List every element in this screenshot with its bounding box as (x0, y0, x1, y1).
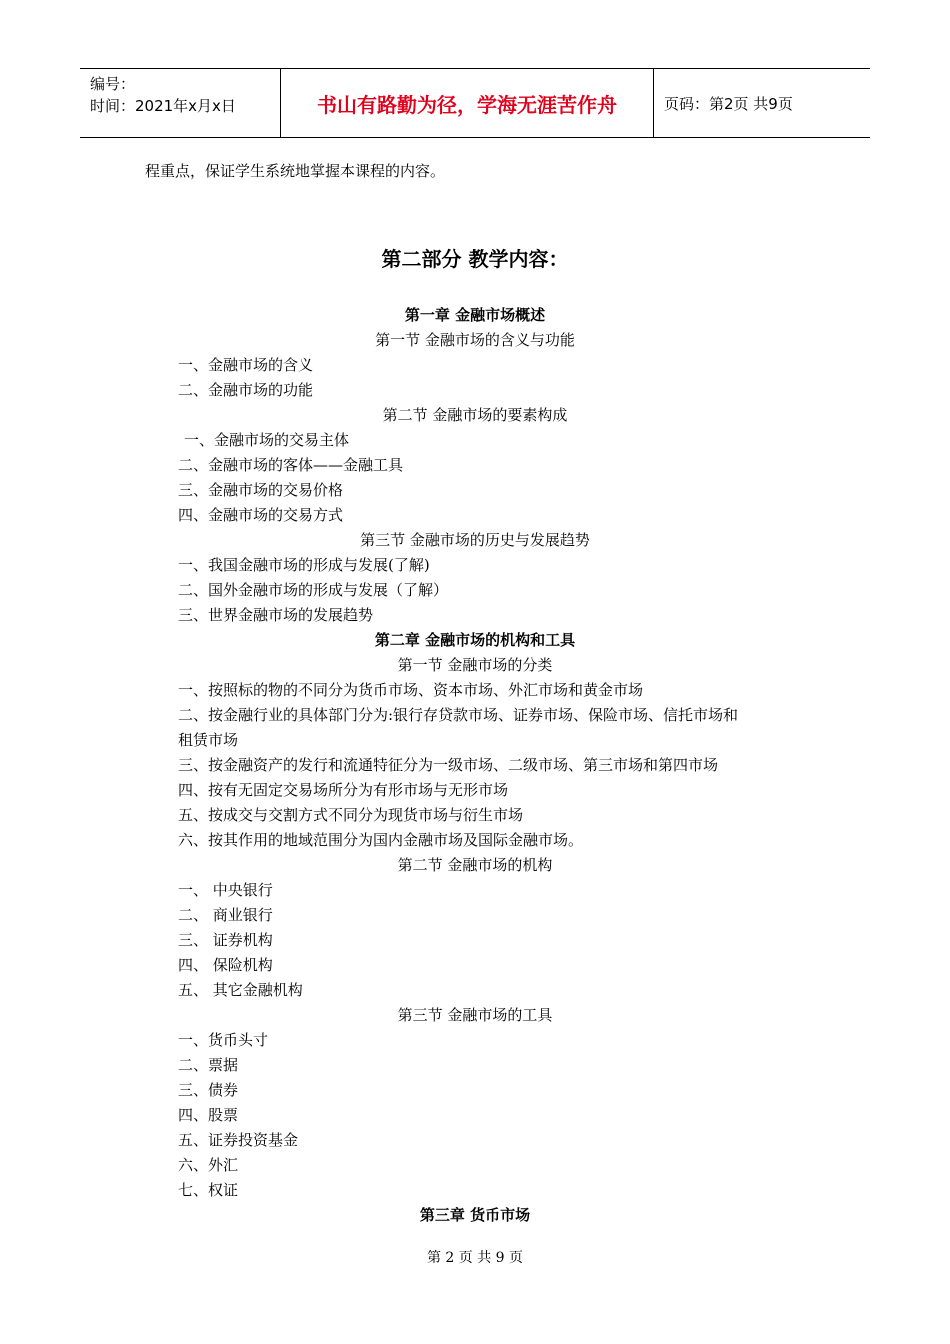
list-item: 四、股票 (178, 1106, 239, 1124)
list-item: 二、票据 (178, 1056, 239, 1074)
list-item: 五、证券投资基金 (178, 1131, 299, 1149)
content-body (178, 303, 808, 1228)
list-item: 六、按其作用的地域范围分为国内金融市场及国际金融市场。 (178, 831, 584, 849)
part-title: 第二部分 教学内容： (381, 247, 569, 271)
list-item: 二、金融市场的功能 (178, 381, 314, 399)
list-item: 三、世界金融市场的发展趋势 (178, 606, 374, 624)
list-item: 一、我国金融市场的形成与发展(了解) (178, 556, 430, 574)
list-item: 二、 商业银行 (178, 906, 273, 924)
section-heading: 第三节 金融市场的历史与发展趋势 (360, 531, 590, 549)
list-item: 四、金融市场的交易方式 (178, 506, 344, 524)
header-meta (80, 69, 281, 137)
list-item: 一、金融市场的含义 (178, 356, 314, 374)
list-item: 四、 保险机构 (178, 956, 273, 974)
list-item: 三、债券 (178, 1081, 239, 1099)
section-heading: 第二节 金融市场的机构 (397, 856, 553, 874)
list-item: 二、按金融行业的具体部门分为:银行存贷款市场、证券市场、保险市场、信托市场和 (178, 706, 739, 724)
list-item: 三、按金融资产的发行和流通特征分为一级市场、二级市场、第三市场和第四市场 (178, 756, 719, 774)
list-item: 四、按有无固定交易场所分为有形市场与无形市场 (178, 781, 509, 799)
list-item: 二、金融市场的客体——金融工具 (178, 456, 404, 474)
chapter-heading: 第二章 金融市场的机构和工具 (374, 631, 576, 649)
list-item: 一、按照标的物的不同分为货币市场、资本市场、外汇市场和黄金市场 (178, 681, 644, 699)
list-item: 五、 其它金融机构 (178, 981, 303, 999)
section-heading: 第一节 金融市场的含义与功能 (375, 331, 575, 349)
header-page-info: 页码：第2页 共9页 (664, 94, 793, 113)
list-item: 一、货币头寸 (178, 1031, 269, 1049)
number-label: 编号： (90, 75, 136, 93)
list-item: 七、权证 (178, 1181, 239, 1199)
section-heading: 第三节 金融市场的工具 (397, 1006, 553, 1024)
list-item: 二、国外金融市场的形成与发展（了解） (178, 581, 449, 599)
list-item: 一、金融市场的交易主体 (184, 431, 350, 449)
chapter-heading: 第一章 金融市场概述 (404, 306, 546, 324)
time-label: 时间：2021年x月x日 (90, 97, 236, 115)
intro-text: 程重点，保证学生系统地掌握本课程的内容。 (145, 162, 446, 180)
list-item: 三、 证券机构 (178, 931, 273, 949)
section-heading: 第二节 金融市场的要素构成 (382, 406, 568, 424)
page-header (80, 68, 870, 138)
list-item: 五、按成交与交割方式不同分为现货市场与衍生市场 (178, 806, 524, 824)
list-item: 一、 中央银行 (178, 881, 273, 899)
section-heading: 第一节 金融市场的分类 (397, 656, 553, 674)
chapter-heading: 第三章 货币市场 (419, 1206, 531, 1224)
list-item: 租赁市场 (178, 731, 239, 749)
list-item: 六、外汇 (178, 1156, 239, 1174)
page-footer: 第 2 页 共 9 页 (426, 1250, 524, 1266)
header-motto: 书山有路勤为径，学海无涯苦作舟 (281, 69, 654, 137)
list-item: 三、金融市场的交易价格 (178, 481, 344, 499)
